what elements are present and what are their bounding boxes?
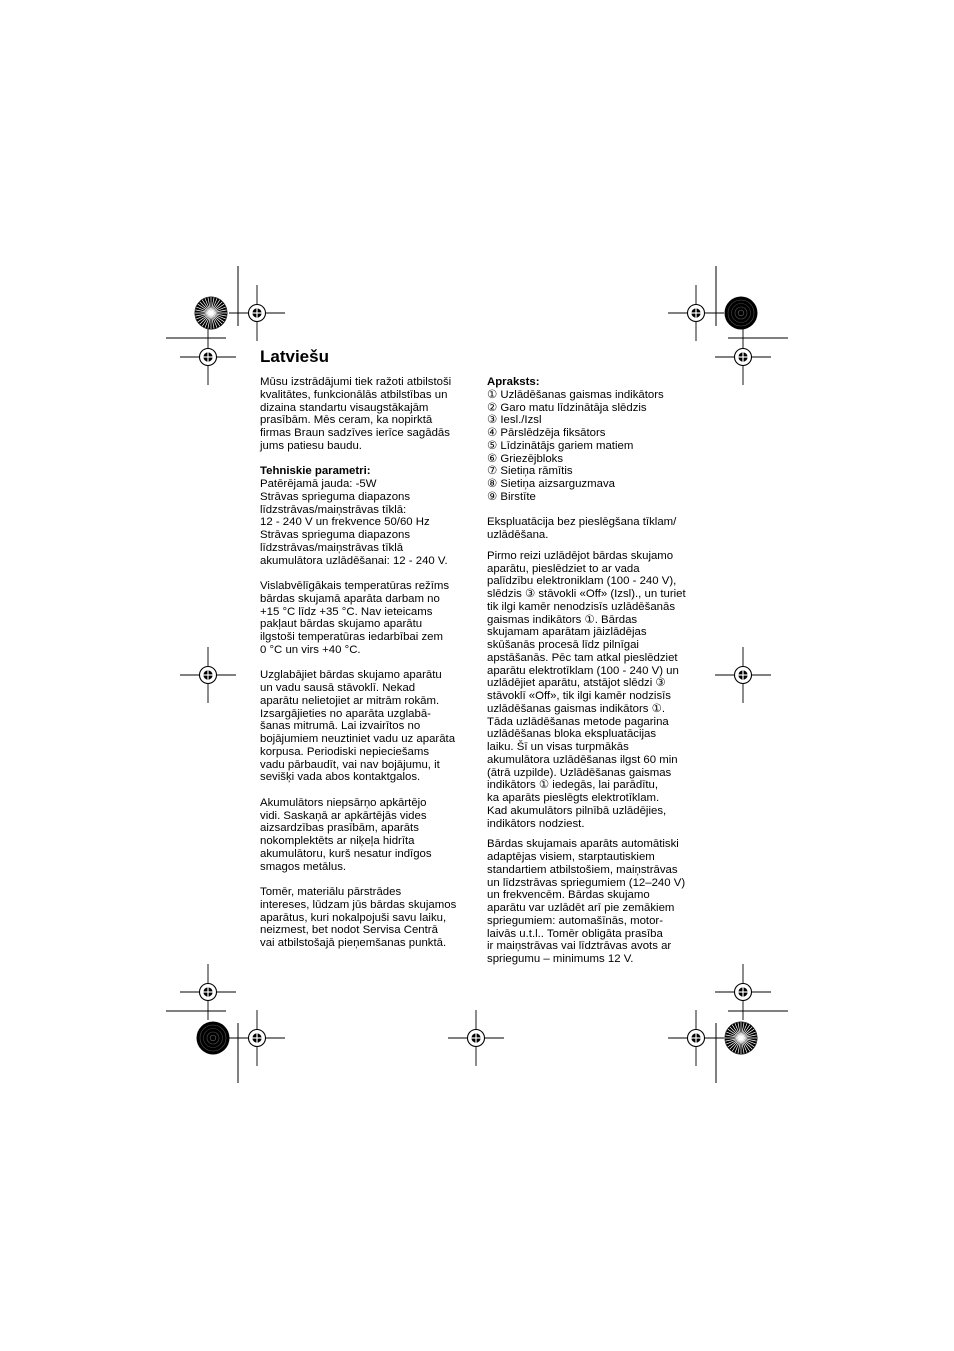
temperature-paragraph: Vislabvēlīgākais temperatūras režīms bārdas skujamā aparāta darbam no +15 °C līdz +35 °C. Nav ieteicams pakļaut bārdas skujamo aparātu ilgstoši temperatūras iedarbībai zem 0 °C un virs +40 °C. xyxy=(260,580,450,656)
list-item: ⑤ Līdzinātājs gariem matiem xyxy=(487,439,634,452)
intro-paragraph: Mūsu izstrādājumi tiek ražoti atbilstoši kvalitātes, funkcionālās atbilstības un dizaina standartu visaugstākajām prasībām. Mēs ceram, ka nopirktā firmas Braun sadzīves ierīce sagādās jums patiesu baudu. xyxy=(260,376,452,452)
specs-text: Patērējamā jauda: -5W Strāvas sprieguma diapazons līdzstrāvas/maiņstrāvas tīklā: 12 - 240 V un frekvence 50/60 Hz Strāvas sprieguma diapazons līdzstrāvas/maiņstrāvas tīklā akumulātora uzlādēšanai: 12 - 240 V. xyxy=(260,478,448,567)
parts-list xyxy=(487,389,702,504)
list-item: ① Uzlādēšanas gaismas indikātors xyxy=(487,388,664,401)
list-item: ③ Iesl./Izsl xyxy=(487,414,542,427)
list-item: ④ Pārslēdzēja fiksātors xyxy=(487,427,606,439)
specs-heading: Tehniskie parametri: xyxy=(260,465,371,478)
first-charge-paragraph: Pirmo reizi uzlādējot bārdas skujamo aparātu, pieslēdziet to ar vada palīdzību elektroniklam (100 - 240 V), slēdzis ③ stāvokli «Off» (Izsl)., un turiet tik ilgi kamēr nenodzisīs uzlādēšanās gaismas indikātors ①. Bārdas skujamam aparātam jāizlādējas skūšanās procesā līdz pilnīgai apstāšanās. Pēc tam atkal pieslēdziet aparātu elektrotīklam (100 - 240 V) un uzlādējiet aparātu, atstājot slēdzi ③ stāvoklī «Off», tik ilgi kamēr nodzisīs uzlādēšanas gaismas indikātors ①. Tāda uzlādēšanas metode pagarina uzlādēšanas bloka ekspluatācijas laiku. Šī un visas turpmākās akumulātora uzlādēšanas ilgst 60 min (ātrā uzpilde). Uzlādēšanas gaismas indikātors ① iedegās, lai parādītu, ka aparāts pieslēgts elektrotīklam. Kad akumulātors pilnībā uzlādējies, indikātors nodziest. xyxy=(487,549,686,830)
list-item: ② Garo matu līdzinātāja slēdzis xyxy=(487,401,647,414)
recycling-paragraph: Tomēr, materiālu pārstrādes intereses, lūdzam jūs bārdas skujamos aparātus, kuri nokalpojuši savu laiku, neizmest, bet nodot Servisa Centrā vai atbilstošajā pieņemšanas punktā. xyxy=(260,886,457,949)
environment-paragraph: Akumulātors niepsārņo apkārtējo vidi. Saskaņā ar apkārtējās vides aizsardzības prasībām, aparāts nokomplektēts ar niķeļa hidrīta akumulātoru, kurš nesatur indīgos smagos metālus. xyxy=(260,796,432,873)
right-column xyxy=(487,376,702,979)
storage-paragraph: Uzglabājiet bārdas skujamo aparātu un vadu sausā stāvoklī. Nekad aparātu nelietojiet ar mitrām rokām. Izsargājieties no aparāta uzglabā- šanas mitrumā. Lai izvairītos no bojājumiem neuztiniet vadu uz aparāta korpusa. Periodiski nepieciešams vadu pārbaudīt, vai nav bojājumu, it sevišķi vada abos kontaktgalos. xyxy=(260,669,456,784)
list-item: ⑨ Birstīte xyxy=(487,490,536,503)
operation-heading: Ekspluatācija bez pieslēgšana tīklam/ uzlādēšana. xyxy=(487,516,677,541)
left-column xyxy=(260,376,475,963)
adaptation-paragraph: Bārdas skujamais aparāts automātiski adaptējas visiem, starptautiskiem standartiem atbilstošiem, maiņstrāvas un līdzstrāvas spriegumiem (12–240 V) un frekvencēm. Bārdas skujamo aparātu var uzlādēt arī pie zemākiem spriegumiem: automašīnās, motor- laivās u.t.l.. Tomēr obligāta prasība ir maiņstrāvas vai līdztrāvas avots ar spriegumu – minimums 12 V. xyxy=(487,838,686,965)
list-item: ⑦ Sietiņa rāmītis xyxy=(487,465,573,478)
description-heading: Apraksts: xyxy=(487,376,540,388)
list-item: ⑥ Griezējbloks xyxy=(487,452,564,465)
list-item: ⑧ Sietiņa aizsarguzmava xyxy=(487,478,615,490)
page-title: Latviešu xyxy=(260,347,329,366)
